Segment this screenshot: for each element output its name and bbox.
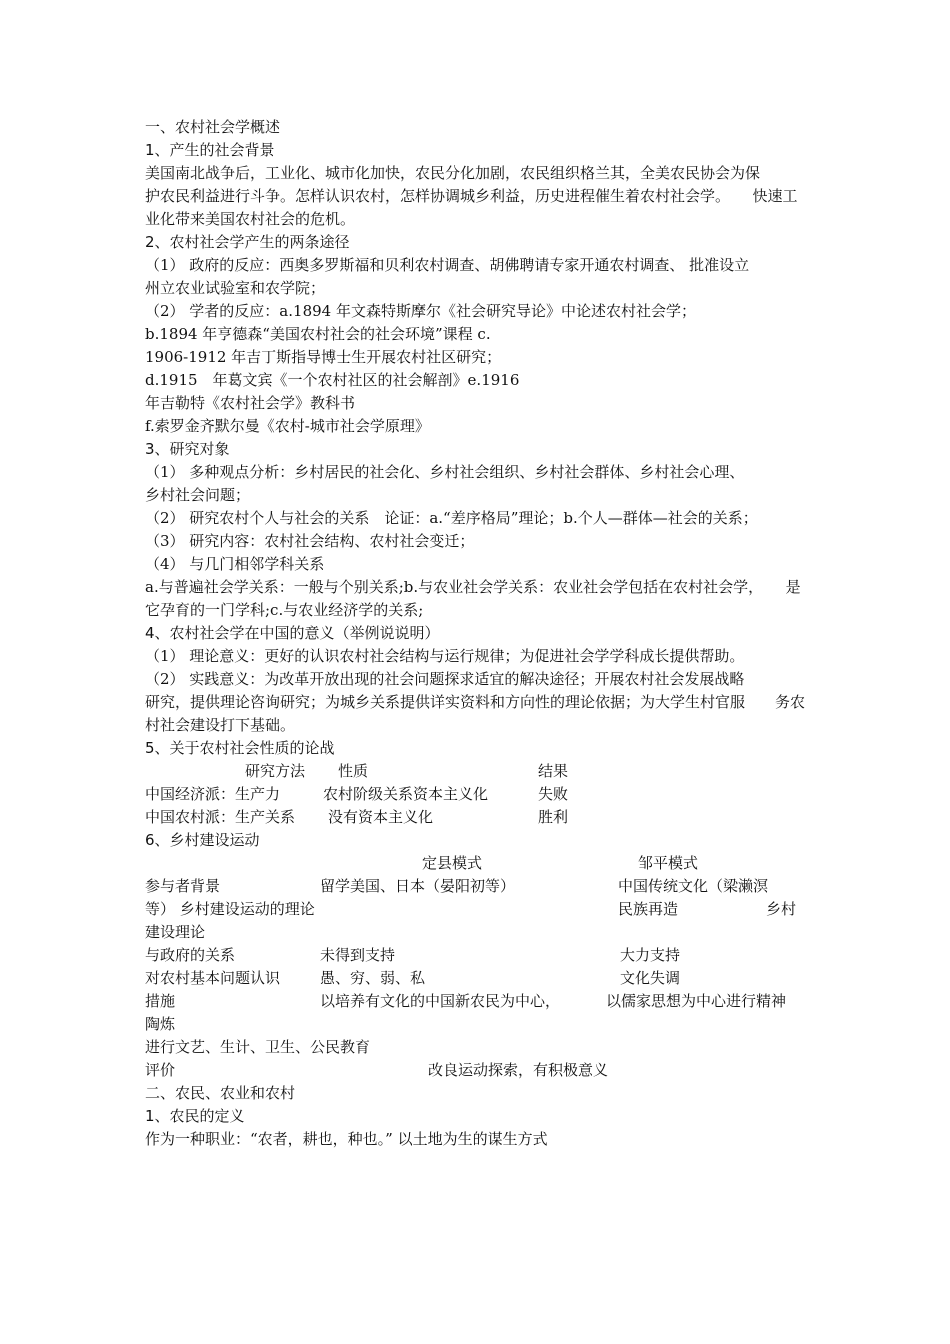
subheading-social-background: 1、产生的社会背景 <box>145 141 275 159</box>
paragraph-line: b.1894 年亨德森“美国农村社会的社会环境”课程 c. <box>145 325 491 343</box>
paragraph-line: （3） 研究内容：农村社会结构、农村社会变迁； <box>145 532 475 550</box>
debate-row-economic-result: 失败 <box>538 785 569 803</box>
subheading-two-paths: 2、农村社会学产生的两条途径 <box>145 233 350 251</box>
paragraph-line: 村社会建设打下基础。 <box>145 716 296 734</box>
movement-measure-zouping: 以儒家思想为中心进行精神 <box>606 992 787 1010</box>
section-heading-1: 一、农村社会学概述 <box>145 118 281 136</box>
movement-bg-label: 参与者背景 <box>145 877 221 895</box>
debate-row-rural-result: 胜利 <box>538 808 569 826</box>
movement-measure-dingxian: 以培养有文化的中国新农民为中心， <box>320 992 561 1010</box>
movement-eval-value: 改良运动探索，有积极意义 <box>428 1061 609 1079</box>
subheading-research-object: 3、研究对象 <box>145 440 230 458</box>
debate-header-result: 结果 <box>538 762 569 780</box>
movement-gov-label: 与政府的关系 <box>145 946 236 964</box>
movement-measure-cont2: 进行文艺、生计、卫生、公民教育 <box>145 1038 371 1056</box>
movement-measure-label: 措施 <box>145 992 176 1010</box>
paragraph-line: （1） 多种观点分析：乡村居民的社会化、乡村社会组织、乡村社会群体、乡村社会心理、 <box>145 463 745 481</box>
debate-row-rural-nature: 没有资本主义化 <box>328 808 434 826</box>
debate-row-rural-name: 中国农村派：生产关系 <box>145 808 296 826</box>
paragraph-line: （1） 理论意义：更好的认识农村社会结构与运行规律；为促进社会学学科成长提供帮助。 <box>145 647 745 665</box>
movement-problem-dingxian: 愚、穷、弱、私 <box>320 969 426 987</box>
paragraph-line: （2） 学者的反应：a.1894 年文森特斯摩尔《社会研究导论》中论述农村社会学； <box>145 302 696 320</box>
movement-gov-dingxian: 未得到支持 <box>320 946 396 964</box>
section-heading-2: 二、农民、农业和农村 <box>145 1084 296 1102</box>
paragraph-line: 它孕育的一门学科;c.与农业经济学的关系; <box>145 601 424 619</box>
debate-header-nature: 性质 <box>338 762 369 780</box>
paragraph-line: （1） 政府的反应：西奥多罗斯福和贝利农村调查、胡佛聘请专家开通农村调查、 批准设立 <box>145 256 750 274</box>
movement-bg-dingxian: 留学美国、日本（晏阳初等） <box>320 877 516 895</box>
debate-header-method: 研究方法 <box>245 762 306 780</box>
movement-theory-tail: 乡村 <box>766 900 797 918</box>
movement-theory-label: 等） 乡村建设运动的理论 <box>145 900 315 918</box>
paragraph-line: 乡村社会问题； <box>145 486 251 504</box>
paragraph-line: 美国南北战争后，工业化、城市化加快，农民分化加剧，农民组织格兰其，全美农民协会为保 <box>145 164 761 182</box>
debate-row-economic-nature: 农村阶级关系资本主义化 <box>323 785 489 803</box>
paragraph-line: （2） 实践意义：为改革开放出现的社会问题探求适宜的解决途径；开展农村社会发展战略 <box>145 670 745 688</box>
paragraph-line: 护农民利益进行斗争。怎样认识农村，怎样协调城乡利益，历史进程催生着农村社会学。 快速工 <box>145 187 798 205</box>
paragraph-line: 1906-1912 年吉丁斯指导博士生开展农村社区研究； <box>145 348 502 366</box>
movement-measure-cont: 陶炼 <box>145 1015 176 1033</box>
subheading-significance: 4、农村社会学在中国的意义（举例说说明） <box>145 624 440 642</box>
paragraph-line: 业化带来美国农村社会的危机。 <box>145 210 356 228</box>
paragraph-line: f.索罗金齐默尔曼《农村-城市社会学原理》 <box>145 417 430 435</box>
paragraph-line: 年吉勒特《农村社会学》教科书 <box>145 394 356 412</box>
subheading-rural-movement: 6、乡村建设运动 <box>145 831 260 849</box>
paragraph-line: 州立农业试验室和农学院； <box>145 279 326 297</box>
subheading-debate: 5、关于农村社会性质的论战 <box>145 739 335 757</box>
subheading-peasant-definition: 1、农民的定义 <box>145 1107 245 1125</box>
movement-gov-zouping: 大力支持 <box>620 946 681 964</box>
debate-row-economic-name: 中国经济派：生产力 <box>145 785 281 803</box>
paragraph-line: （4） 与几门相邻学科关系 <box>145 555 325 573</box>
paragraph-line: 作为一种职业：“农者，耕也，种也。” 以土地为生的谋生方式 <box>145 1130 548 1148</box>
movement-problem-label: 对农村基本问题认识 <box>145 969 281 987</box>
paragraph-line: d.1915 年葛文宾《一个农村社区的社会解剖》e.1916 <box>145 371 520 389</box>
paragraph-line: a.与普遍社会学关系：一般与个别关系;b.与农业社会学关系：农业社会学包括在农村社会学， 是 <box>145 578 801 596</box>
movement-header-zouping: 邹平模式 <box>638 854 699 872</box>
paragraph-line: （2） 研究农村个人与社会的关系 论证：a.“差序格局”理论；b.个人—群体—社会的关系； <box>145 509 758 527</box>
movement-theory-zouping: 民族再造 <box>618 900 679 918</box>
movement-problem-zouping: 文化失调 <box>620 969 681 987</box>
movement-theory-cont: 建设理论 <box>145 923 206 941</box>
paragraph-line: 研究，提供理论咨询研究；为城乡关系提供详实资料和方向性的理论依据；为大学生村官服 务农 <box>145 693 806 711</box>
movement-eval-label: 评价 <box>145 1061 176 1079</box>
movement-header-dingxian: 定县模式 <box>422 854 483 872</box>
movement-bg-zouping: 中国传统文化（梁濑溟 <box>618 877 769 895</box>
